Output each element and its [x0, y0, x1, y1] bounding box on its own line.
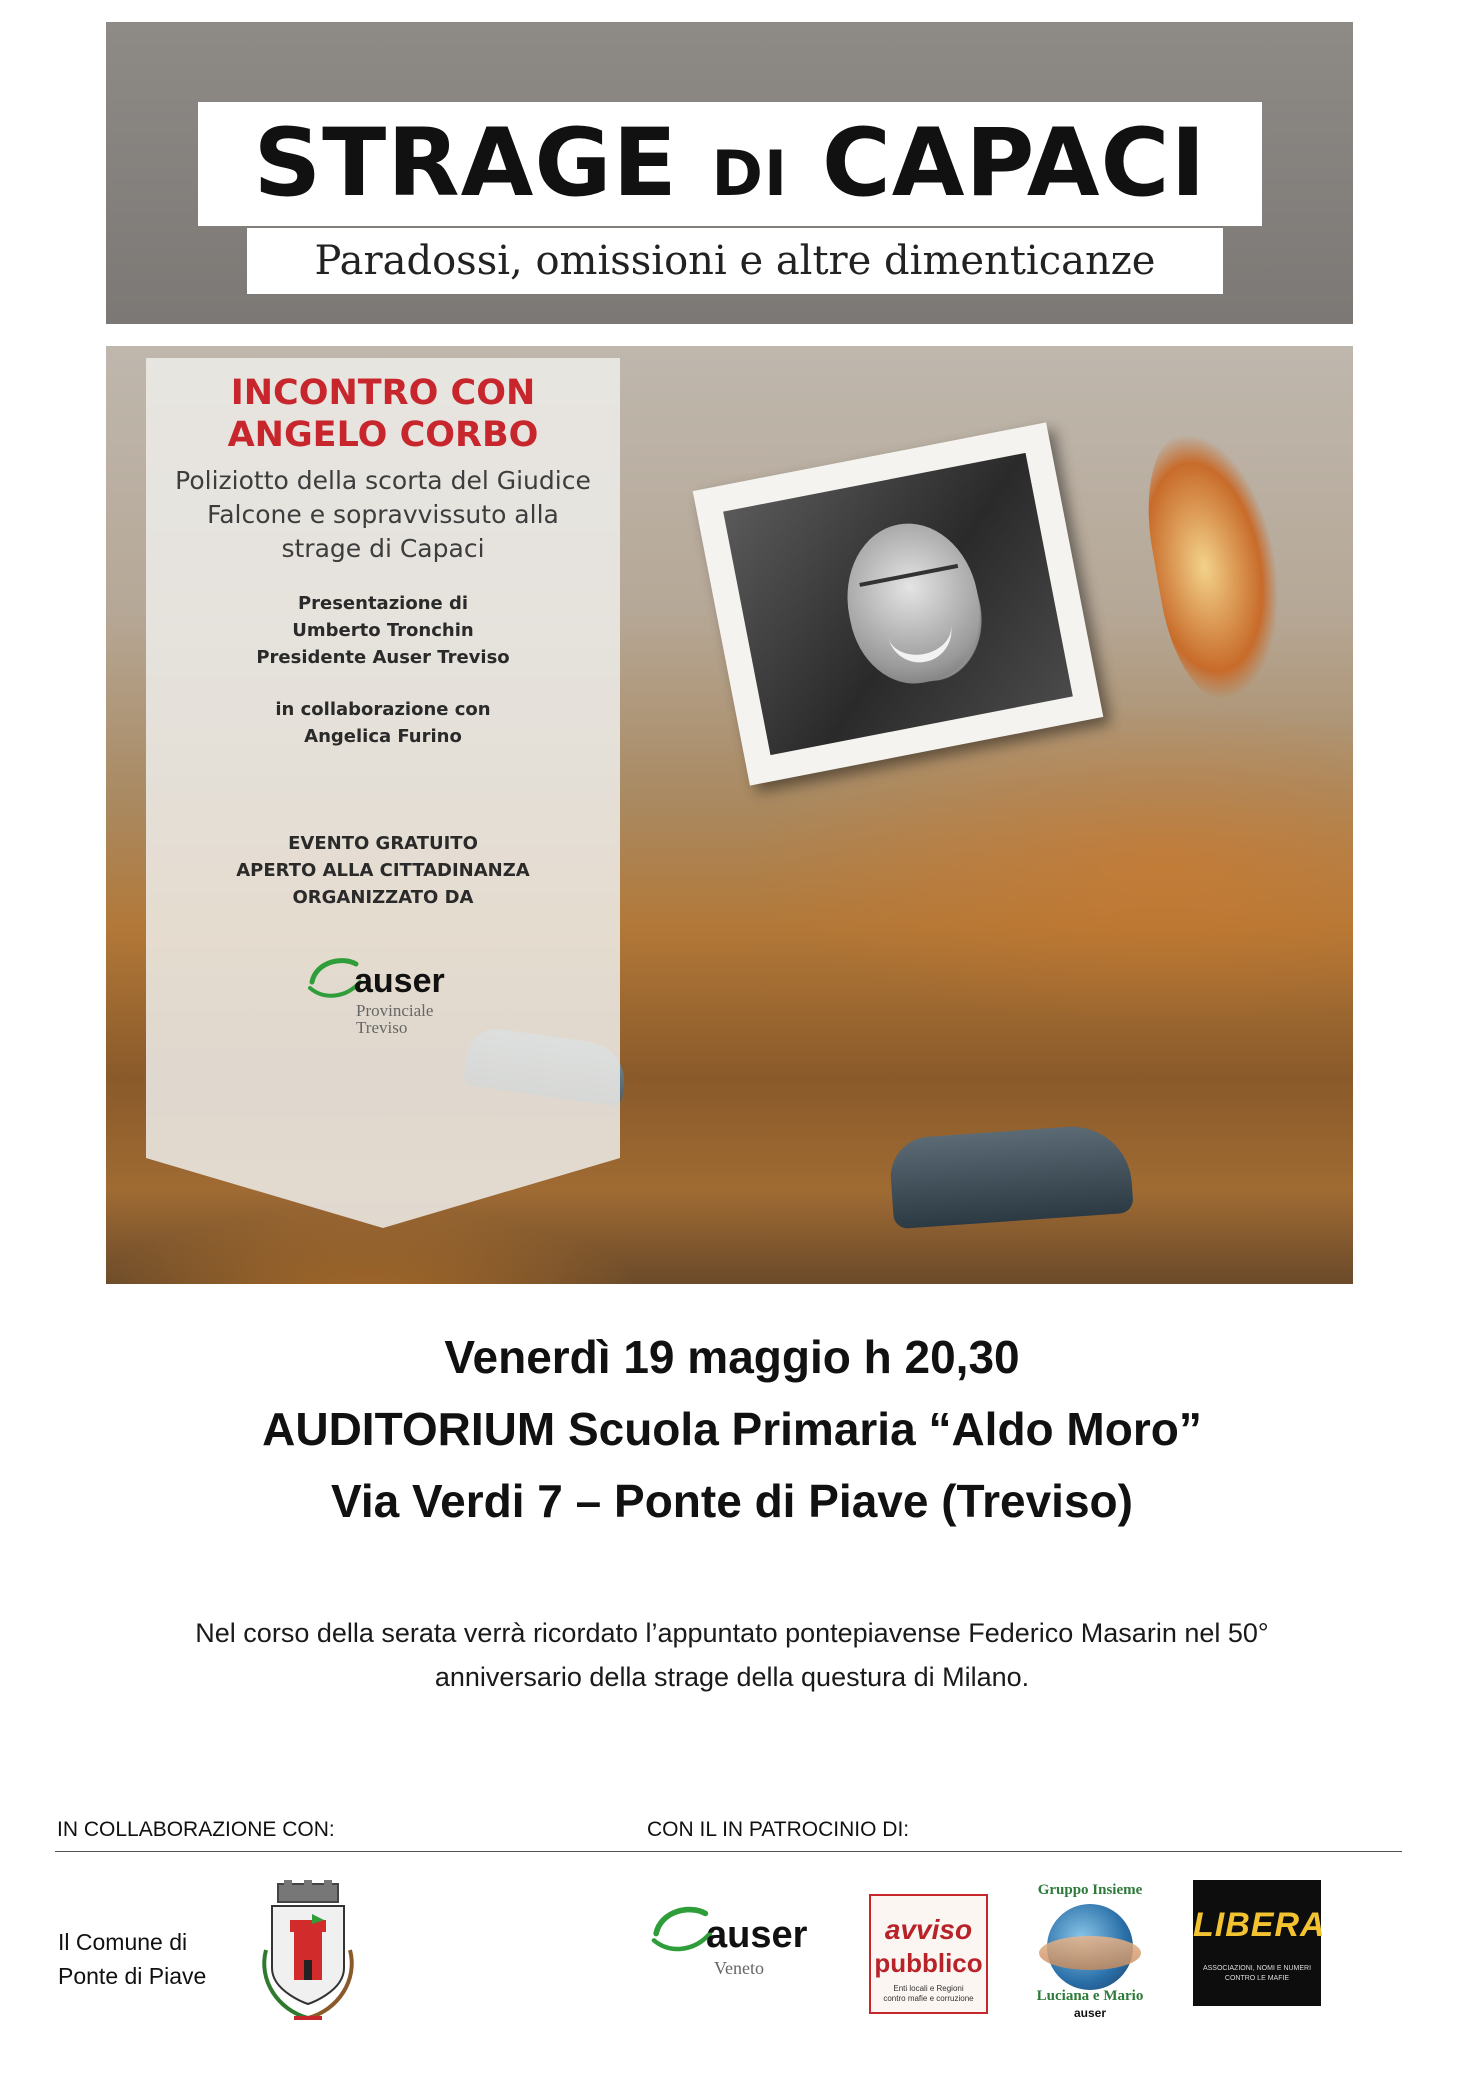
panel-heading: INCONTRO CON — [230, 373, 536, 413]
wrecked-car-image — [888, 1123, 1134, 1230]
title-word-capaci: CAPACI — [821, 109, 1207, 218]
auser-veneto-logo — [648, 1900, 828, 1986]
presenter-role: Presidente Auser Treviso — [256, 647, 510, 668]
panel-description: Falcone e sopravvissuto alla — [207, 500, 559, 529]
auser-subtitle: Veneto — [714, 1958, 764, 1978]
auser-subtitle: Provinciale — [356, 1001, 434, 1020]
title-box — [198, 102, 1262, 226]
falcone-portrait — [693, 422, 1104, 785]
event-address: Via Verdi 7 – Ponte di Piave (Treviso) — [331, 1475, 1133, 1527]
collaboration-label: in collaborazione con — [275, 699, 491, 720]
presentation-label: Presentazione di — [297, 593, 469, 614]
portrait-face — [834, 512, 992, 694]
footer-divider — [55, 1851, 1402, 1852]
gruppo-insieme-logo: Gruppo Insieme Luciana e Mario auser — [1036, 1882, 1144, 2020]
collaborator-name: Angelica Furino — [304, 726, 462, 747]
title-banner — [106, 22, 1353, 324]
comune-name: Il Comune di Ponte di Piave — [58, 1929, 207, 1989]
auser-wordmark: auser — [706, 1914, 808, 1956]
poster-title — [198, 102, 1262, 236]
burnt-paper-edge — [1133, 422, 1298, 709]
free-event-text: EVENTO GRATUITO — [288, 833, 478, 854]
poster-subtitle: Paradossi, omissioni e altre dimenticanze — [314, 238, 1156, 284]
patronage-heading: CON IL IN PATROCINIO DI: — [647, 1818, 910, 1841]
ponte-di-piave-crest-icon — [254, 1880, 362, 2026]
open-to-citizens-text: APERTO ALLA CITTADINANZA — [236, 860, 530, 881]
presenter-name: Umberto Tronchin — [292, 620, 474, 641]
auser-wordmark: auser — [354, 962, 445, 1000]
panel-description: Poliziotto della scorta del Giudice — [175, 466, 591, 495]
panel-heading-name: ANGELO CORBO — [227, 415, 539, 455]
capaci-photo — [106, 346, 1353, 1284]
avviso-pubblico-logo: avviso pubblico Enti locali e Regioni contro mafie e corruzione — [869, 1894, 988, 2014]
event-venue: AUDITORIUM Scuola Primaria “Aldo Moro” — [262, 1403, 1202, 1455]
memorial-note: Nel corso della serata verrà ricordato l’appuntato pontepiavense Federico Masarin nel 50° — [195, 1618, 1269, 1648]
collaboration-heading: IN COLLABORAZIONE CON: — [57, 1818, 335, 1841]
memorial-note: anniversario della strage della questura di Milano. — [434, 1662, 1030, 1692]
event-date: Venerdì 19 maggio h 20,30 — [444, 1331, 1020, 1383]
subtitle-box — [247, 228, 1223, 294]
libera-logo: LIBERA ASSOCIAZIONI, NOMI E NUMERI CONTRO LE MAFIE — [1193, 1880, 1321, 2006]
organized-by-text: ORGANIZZATO DA — [292, 887, 474, 908]
title-word-strage: STRAGE — [253, 109, 678, 218]
title-word-di: DI — [711, 137, 789, 210]
auser-subtitle: Treviso — [356, 1018, 408, 1037]
auser-treviso-logo — [306, 946, 506, 1037]
panel-description: strage di Capaci — [281, 534, 485, 563]
info-panel-tail — [146, 1158, 620, 1228]
hands-icon — [1039, 1936, 1141, 1970]
